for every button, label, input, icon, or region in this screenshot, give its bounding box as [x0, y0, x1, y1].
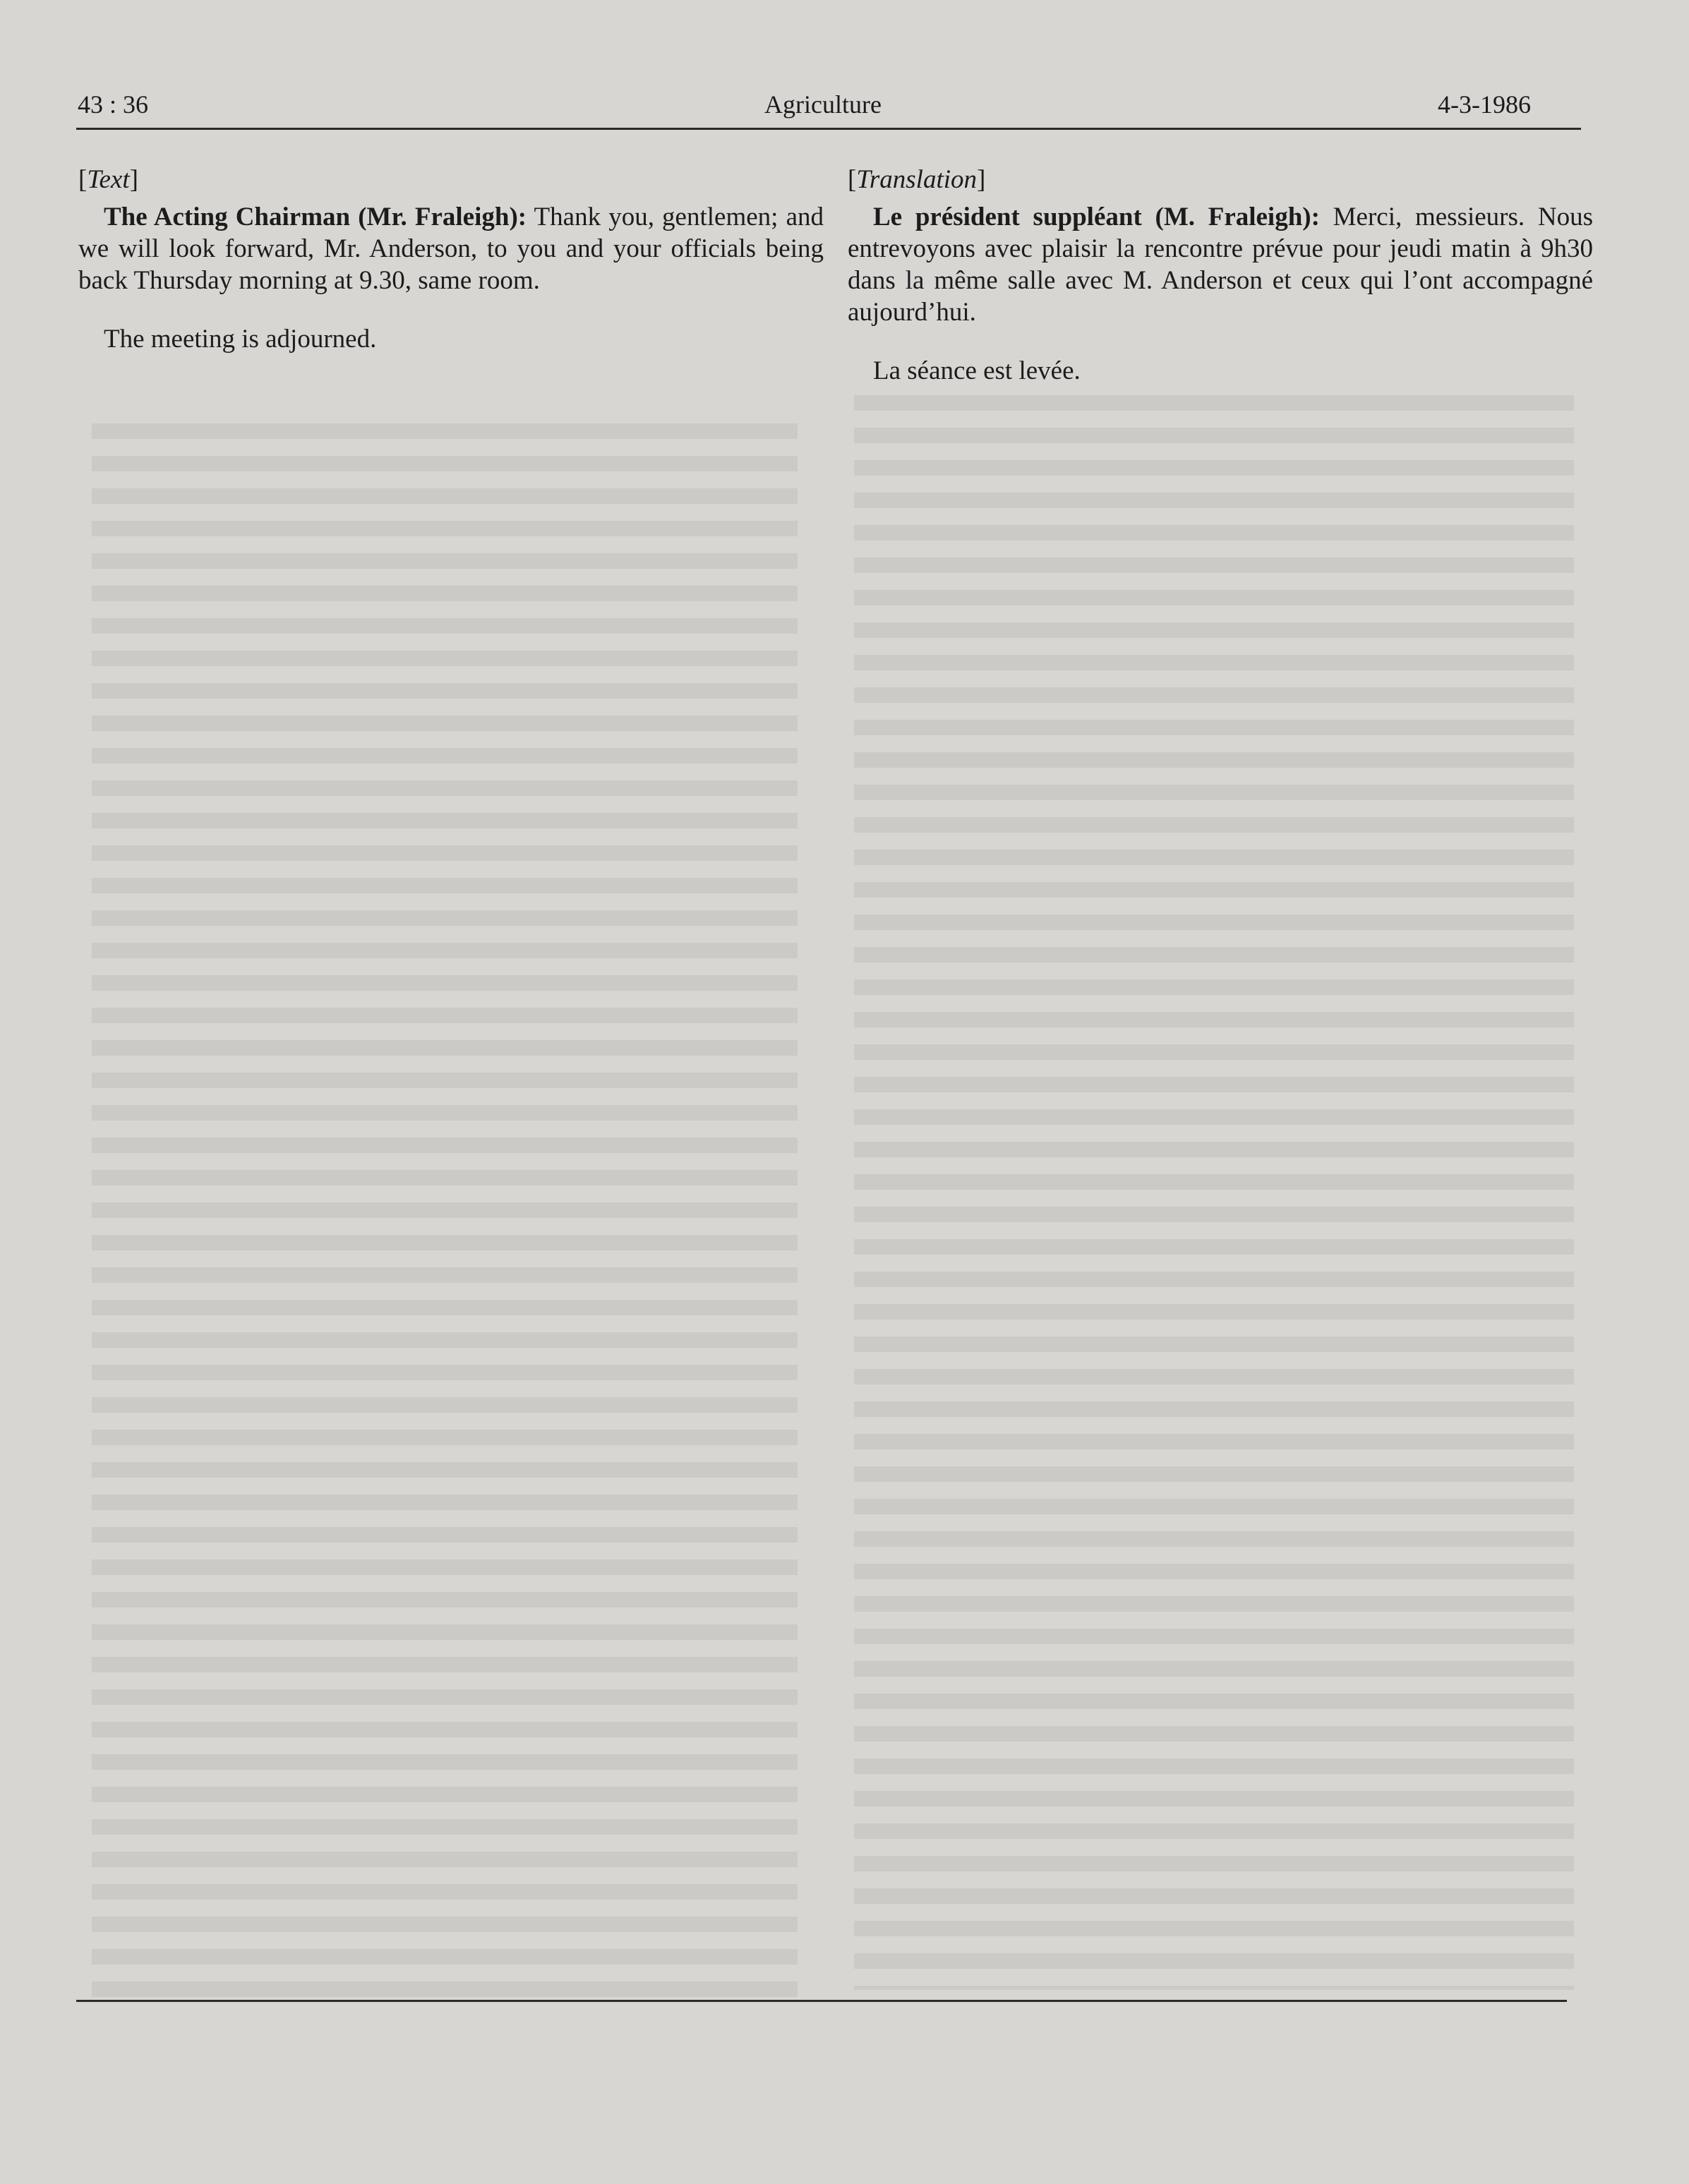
page-reference: 43 : 36	[78, 90, 149, 119]
adjournment-notice-fr: La séance est levée.	[873, 356, 1081, 385]
speaker-name-fr: Le président suppléant (M. Fraleigh):	[873, 203, 1320, 231]
bleed-through-left	[92, 423, 798, 1997]
committee-title: Agriculture	[764, 90, 882, 119]
bleed-through-right	[854, 395, 1574, 1990]
meeting-date: 4-3-1986	[1438, 90, 1531, 119]
speaker-name: The Acting Chairman (Mr. Fraleigh):	[104, 203, 527, 231]
chairman-remarks	[78, 201, 824, 296]
english-column	[78, 164, 824, 355]
header-rule	[76, 128, 1581, 130]
adjournment-notice: The meeting is adjourned.	[104, 325, 377, 354]
remarks-text: Thank you, gentlemen; and we will look forward, Mr. Anderson, to you and your officials being back Thursday morning at 9.30, same room.	[78, 203, 824, 295]
text-label: [Text]	[78, 165, 138, 194]
footer-rule	[76, 2000, 1567, 2002]
remarks-text-fr: Merci, messieurs. Nous entrevoyons avec plaisir la rencontre prévue pour jeudi matin à 9h30 dans la même salle avec M. Anderson et ceux qui l’ont accompagné aujourd’hui.	[848, 203, 1593, 327]
translation-label: [Translation]	[848, 165, 986, 194]
french-column	[848, 164, 1593, 387]
president-remarks	[848, 201, 1593, 328]
